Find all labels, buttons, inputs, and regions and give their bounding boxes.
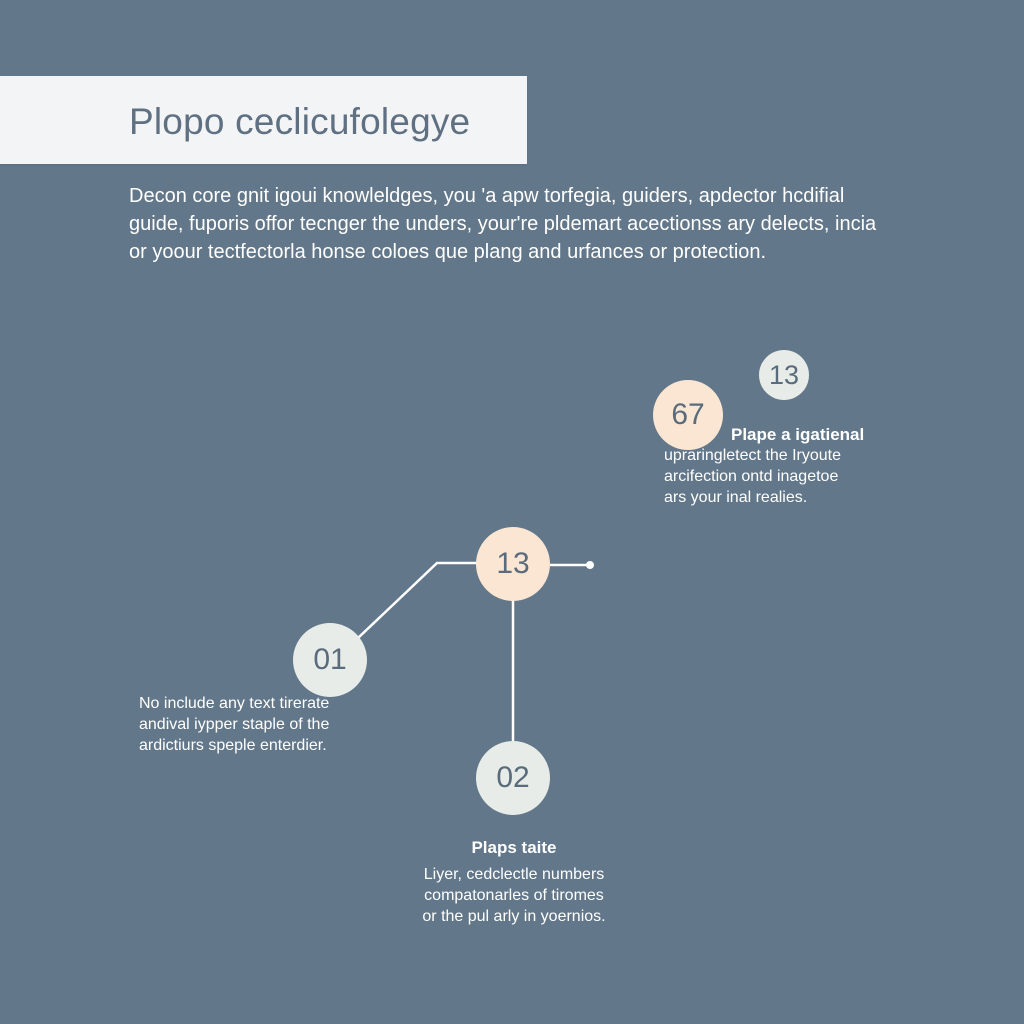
page-title: Plopo ceclicufolegye — [129, 101, 471, 142]
node-01 — [293, 623, 367, 697]
caption-line: ars your inal realies. — [664, 489, 808, 506]
intro-paragraph — [129, 182, 929, 266]
caption-line: arcifection ontd inagetoe — [664, 468, 839, 485]
caption-67 — [664, 424, 904, 508]
node-13-mid — [476, 527, 550, 601]
caption-01 — [139, 693, 369, 756]
intro-line: Decon core gnit igoui knowleldges, you 'a apw torfegia, guiders, apdector hcdifial — [129, 185, 845, 207]
intro-line: or yoour tectfectorla honse coloes que plang and urfances or protection. — [129, 241, 767, 263]
node-label: 01 — [313, 643, 347, 676]
caption-line: or the pul arly in yoernios. — [422, 908, 606, 925]
caption-line: Liyer, cedclectle numbers — [423, 866, 605, 883]
connector-01-to-13 — [358, 563, 478, 638]
caption-02 — [404, 837, 624, 927]
node-13-top — [759, 350, 809, 400]
caption-heading: Plape a igatienal — [731, 425, 865, 444]
caption-line: upraringletect the Iryoute — [664, 447, 841, 464]
node-label: 02 — [496, 761, 530, 794]
caption-line: compatonarles of tiromes — [424, 887, 604, 904]
connector-end-dot — [586, 561, 594, 569]
node-label: 13 — [768, 359, 800, 390]
caption-line: andival iypper staple of the — [139, 716, 330, 733]
caption-line: No include any text tirerate — [139, 695, 330, 712]
node-label: 67 — [671, 398, 705, 431]
intro-line: guide, fuporis offor tecnger the unders, your're pldemart acectionss ary delects, incia — [129, 213, 877, 235]
caption-line: ardictiurs speple enterdier. — [139, 737, 327, 754]
node-label: 13 — [496, 547, 530, 580]
caption-heading: Plaps taite — [471, 838, 557, 857]
node-02 — [476, 741, 550, 815]
